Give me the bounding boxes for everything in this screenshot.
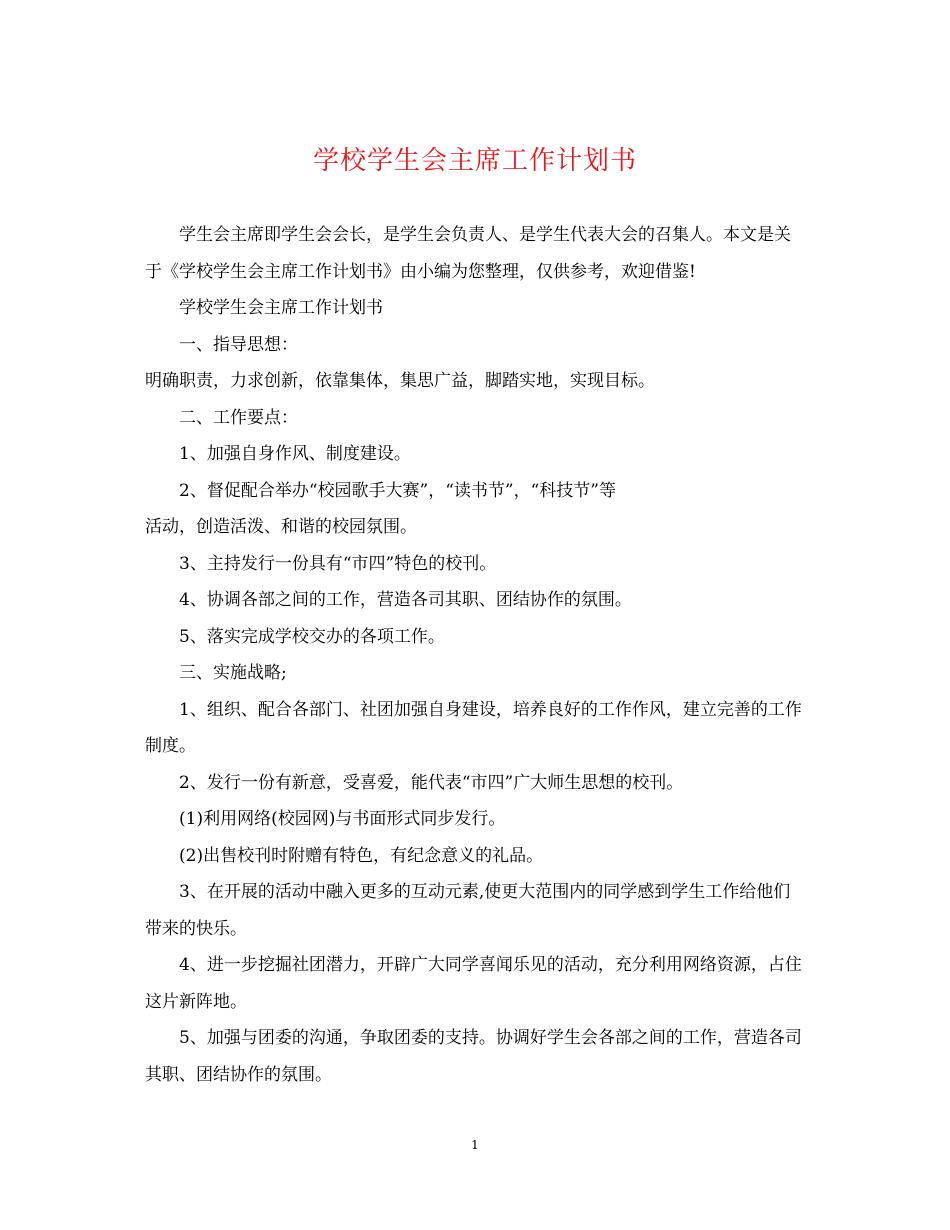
list-item: 1、加强自身作风、制度建设。 (179, 444, 411, 464)
paragraph-intro: 学生会主席即学生会会长，是学生会负责人、是学生代表大会的召集人。本文是关于《学校学生会主席工作计划书》由小编为您整理，仅供参考，欢迎借鉴! (145, 225, 791, 282)
document-body (145, 217, 805, 1093)
section-heading-strategy: 三、实施战略; (179, 663, 287, 683)
list-item: 1、组织、配合各部门、社团加强自身建设，培养良好的工作作风，建立完善的工作制度。 (145, 699, 802, 756)
list-item: 4、协调各部之间的工作，营造各司其职、团结协作的氛围。 (179, 590, 632, 610)
paragraph-subtitle: 学校学生会主席工作计划书 (179, 298, 383, 318)
list-item: 5、落实完成学校交办的各项工作。 (179, 626, 445, 647)
list-item: 3、主持发行一份具有“市四”特色的校刊。 (179, 553, 497, 574)
list-item: (1)利用网络(校园网)与书面形式同步发行。 (179, 809, 506, 829)
paragraph-guiding-thought: 明确职责，力求创新，依靠集体，集思广益，脚踏实地，实现目标。 (145, 371, 655, 391)
list-item: 3、在开展的活动中融入更多的互动元素,使更大范围内的同学感到学生工作给他们带来的快乐。 (145, 882, 791, 939)
page-number: 1 (471, 1138, 479, 1152)
section-heading-guiding-thought: 一、指导思想： (179, 334, 298, 355)
list-item: 5、加强与团委的沟通，争取团委的支持。协调好学生会各部之间的工作，营造各司其职、团结协作的氛围。 (145, 1028, 802, 1085)
list-item: (2)出售校刊时附赠有特色，有纪念意义的礼品。 (179, 845, 544, 866)
document-title: 学校学生会主席工作计划书 (312, 146, 637, 176)
list-item-continuation: 活动，创造活泼、和谐的校园氛围。 (145, 517, 417, 537)
list-item: 2、督促配合举办“校园歌手大赛”，“读书节”，“科技节”等 (179, 480, 616, 501)
list-item: 2、发行一份有新意，受喜爱，能代表“市四”广大师生思想的校刊。 (179, 772, 684, 793)
list-item: 4、进一步挖掘社团潜力，开辟广大同学喜闻乐见的活动，充分利用网络资源，占住这片新阵地。 (145, 955, 802, 1012)
section-heading-work-points: 二、工作要点： (179, 407, 298, 428)
